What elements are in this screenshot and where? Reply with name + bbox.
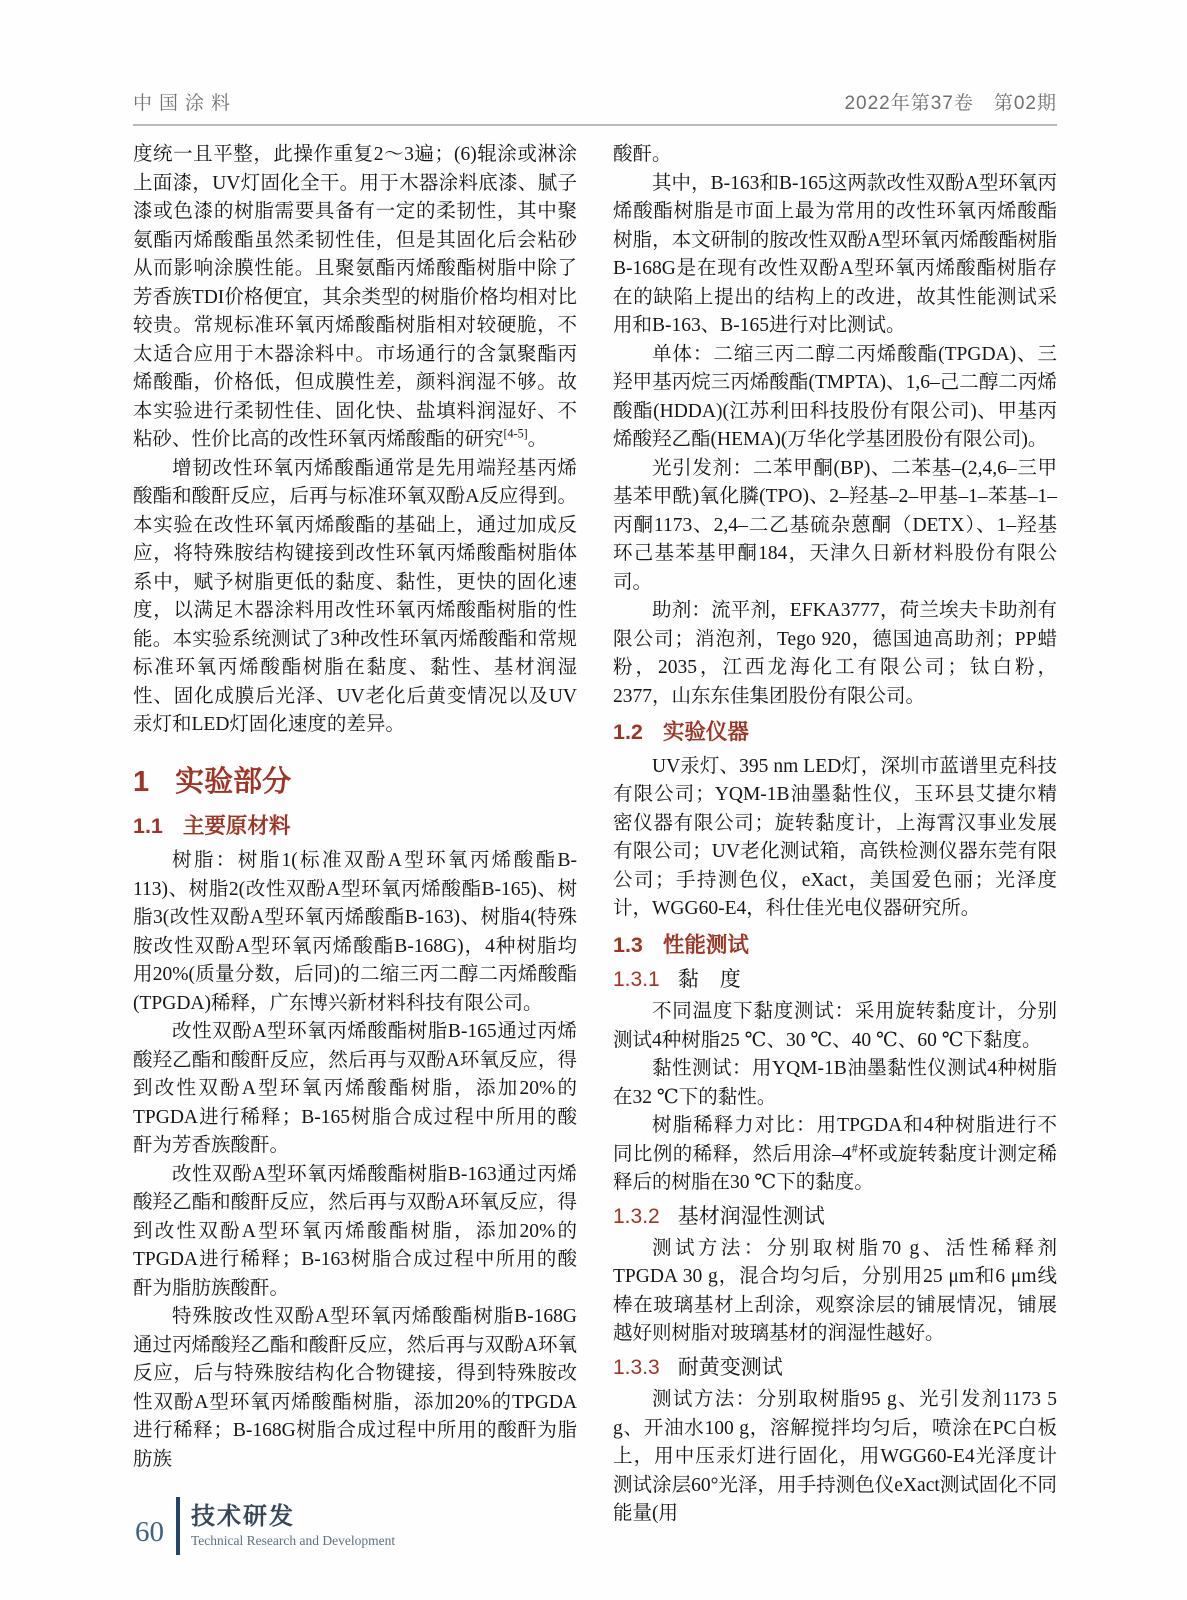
paragraph: 改性双酚A型环氧丙烯酸酯树脂B-165通过丙烯酸羟乙酯和酸酐反应，然后再与双酚A环氧反应，得到改性双酚A型环氧丙烯酸酯树脂，添加20%的TPGDA进行稀释；B-165树脂合成过程中所用的酸酐为芳香族酸酐。 [133, 1021, 577, 1157]
paragraph: 黏性测试：用YQM-1B油墨黏性仪测试4种树脂在32 ℃下的黏性。 [613, 1058, 1057, 1108]
paragraph: 光引发剂：二苯甲酮(BP)、二苯基–(2,4,6–三甲基苯甲酰)氧化膦(TPO)、2–羟基–2–甲基–1–苯基–1–丙酮1173、2,4–二乙基硫杂蒽酮（DETX）、1–羟基环己基苯基甲酮184，天津久日新材料股份有限公司。 [613, 457, 1057, 593]
section-title: 实验部分 [175, 765, 292, 798]
section-title: 主要原材料 [182, 814, 291, 839]
paragraph-text: 。 [527, 429, 548, 450]
paragraph: 增韧改性环氧丙烯酸酯通常是先用端羟基丙烯酸酯和酸酐反应，后再与标准环氧双酚A反应得到。本实验在改性环氧丙烯酸酯的基础上，通过加成反应，将特殊胺结构键接到改性环氧丙烯酸酯树脂体系中，赋予树脂更低的黏度、黏性，更快的固化速度，以满足木器涂料用改性环氧丙烯酸酯树脂的性能。本实验系统测试了3种改性环氧丙烯酸酯和常规标准环氧丙烯酸酯树脂在黏度、黏性、基材润湿性、固化成膜后光泽、UV老化后黄变情况以及UV汞灯和LED灯固化速度的差异。 [133, 457, 577, 735]
subsection-heading-1-1 [133, 813, 577, 841]
citation-ref: [4-5] [503, 426, 528, 441]
subsection-heading-1-2 [613, 719, 1057, 747]
footer-section [191, 1497, 395, 1555]
footer-section-cn: 技术研发 [191, 1502, 295, 1530]
paragraph: 不同温度下黏度测试：采用旋转黏度计，分别测试4种树脂25 ℃、30 ℃、40 ℃、60 ℃下黏度。 [613, 1001, 1057, 1051]
subsubsection-heading-1-3-1 [613, 966, 1057, 993]
section-heading-1 [133, 765, 577, 800]
subsection-heading-1-3 [613, 932, 1057, 960]
subsubsection-heading-1-3-3 [613, 1354, 1057, 1381]
page-number: 60 [135, 1515, 164, 1548]
section-title: 性能测试 [662, 932, 749, 957]
paragraph: 树脂：树脂1(标准双酚A型环氧丙烯酸酯B-113)、树脂2(改性双酚A型环氧丙烯酸酯B-165)、树脂3(改性双酚A型环氧丙烯酸酯B-163)、树脂4(特殊胺改性双酚A型环氧丙烯酸酯B-168G)，4种树脂均用20%(质量分数，后同)的二缩三丙二醇二丙烯酸酯(TPGDA)稀释，广东博兴新材料科技有限公司。 [133, 850, 577, 1014]
page-footer [135, 1497, 395, 1555]
paragraph: 酸酐。 [613, 144, 672, 165]
paragraph-text: 树脂稀释力对比：用TPGDA和4种树脂进行不同比例的稀释，然后用涂–4 [613, 1115, 1057, 1165]
section-number: 1.2 [613, 720, 643, 744]
paragraph: 改性双酚A型环氧丙烯酸酯树脂B-163通过丙烯酸羟乙酯和酸酐反应，然后再与双酚A环氧反应，得到改性双酚A型环氧丙烯酸酯树脂，添加20%的TPGDA进行稀释；B-163树脂合成过程中所用的酸酐为脂肪族酸酐。 [133, 1163, 577, 1299]
footer-section-en: Technical Research and Development [191, 1533, 396, 1549]
body-columns [133, 141, 1057, 1529]
left-column [133, 141, 577, 1529]
section-title: 实验仪器 [662, 720, 749, 744]
section-number: 1.3.3 [613, 1355, 660, 1379]
section-number: 1.3.2 [613, 1204, 660, 1228]
paragraph: 单体：二缩三丙二醇二丙烯酸酯(TPGDA)、三羟甲基丙烷三丙烯酸酯(TMPTA)、1,6–己二醇二丙烯酸酯(HDDA)(江苏利田科技股份有限公司)、甲基丙烯酸羟乙酯(HEMA)(万华化学基团股份有限公司)。 [613, 343, 1057, 450]
footer-divider [176, 1497, 180, 1555]
paragraph-text: 杯或旋转黏度计测定稀释后的树脂在30 ℃下的黏度。 [613, 1143, 1057, 1194]
journal-name: 中国涂料 [133, 93, 238, 114]
paragraph: 特殊胺改性双酚A型环氧丙烯酸酯树脂B-168G通过丙烯酸羟乙酯和酸酐反应，然后再与双酚A环氧反应，后与特殊胺结构化合物键接，得到特殊胺改性双酚A型环氧丙烯酸酯树脂，添加20%的TPGDA进行稀释；B-168G树脂合成过程中所用的酸酐为脂肪族 [133, 1306, 577, 1470]
right-column [613, 141, 1057, 1529]
subsubsection-heading-1-3-2 [613, 1203, 1057, 1230]
paragraph [133, 141, 577, 455]
paragraph: 测试方法：分别取树脂95 g、光引发剂1173 5 g、开油水100 g，溶解搅拌均匀后，喷涂在PC白板上，用中压汞灯进行固化，用WGG60-E4光泽度计测试涂层60°光泽，用手持测色仪eXact测试固化不同能量(用 [613, 1389, 1057, 1525]
issue-info: 2022年第37卷 第02期 [844, 93, 1057, 114]
section-number: 1.3.1 [613, 967, 660, 991]
section-number: 1 [133, 765, 150, 798]
superscript: # [851, 1141, 858, 1156]
paragraph-text: 度统一且平整，此操作重复2～3遍；(6)辊涂或淋涂上面漆，UV灯固化全干。用于木器涂料底漆、腻子漆或色漆的树脂需要具备有一定的柔韧性，其中聚氨酯丙烯酸酯虽然柔韧性佳，但是其固化后会粘砂从而影响涂膜性能。且聚氨酯丙烯酸酯树脂中除了芳香族TDI价格便宜，其余类型的树脂价格均相对比较贵。常规标准环氧丙烯酸酯树脂相对较硬脆，不太适合应用于木器涂料中。市场通行的含氯聚酯丙烯酸酯，价格低，但成膜性差，颜料润湿不够。故本实验进行柔韧性佳、固化快、盐填料润湿好、不粘砂、性价比高的改性环氧丙烯酸酯的研究 [133, 144, 577, 450]
paragraph: UV汞灯、395 nm LED灯，深圳市蓝谱里克科技有限公司；YQM-1B油墨黏性仪，玉环县艾捷尔精密仪器有限公司；旋转黏度计，上海霄汉事业发展有限公司；UV老化测试箱，高铁检测仪器东莞有限公司；手持测色仪，eXact，美国爱色丽；光泽度计，WGG60-E4，科仕佳光电仪器研究所。 [613, 755, 1057, 920]
paragraph: 测试方法：分别取树脂70 g、活性稀释剂TPGDA 30 g，混合均匀后，分别用25 μm和6 μm线棒在玻璃基材上刮涂，观察涂层的铺展情况，铺展越好则树脂对玻璃基材的润湿性越好。 [613, 1237, 1057, 1345]
section-number: 1.3 [613, 932, 643, 957]
paragraph [613, 1112, 1057, 1198]
page-header [133, 88, 1057, 126]
section-title: 耐黄变测试 [677, 1354, 783, 1379]
section-title: 黏 度 [677, 966, 741, 991]
paragraph: 助剂：流平剂，EFKA3777，荷兰埃夫卡助剂有限公司；消泡剂，Tego 920，德国迪高助剂；PP蜡粉，2035，江西龙海化工有限公司；钛白粉，2377，山东东佳集团股份有限公司。 [613, 600, 1057, 707]
section-number: 1.1 [133, 814, 163, 839]
paragraph: 其中，B-163和B-165这两款改性双酚A型环氧丙烯酸酯树脂是市面上最为常用的改性环氧丙烯酸酯树脂，本文研制的胺改性双酚A型环氧丙烯酸酯树脂B-168G是在现有改性双酚A型环氧丙烯酸酯树脂存在的缺陷上提出的结构上的改进，故其性能测试采用和B-163、B-165进行对比测试。 [613, 172, 1057, 336]
section-title: 基材润湿性测试 [677, 1203, 825, 1228]
